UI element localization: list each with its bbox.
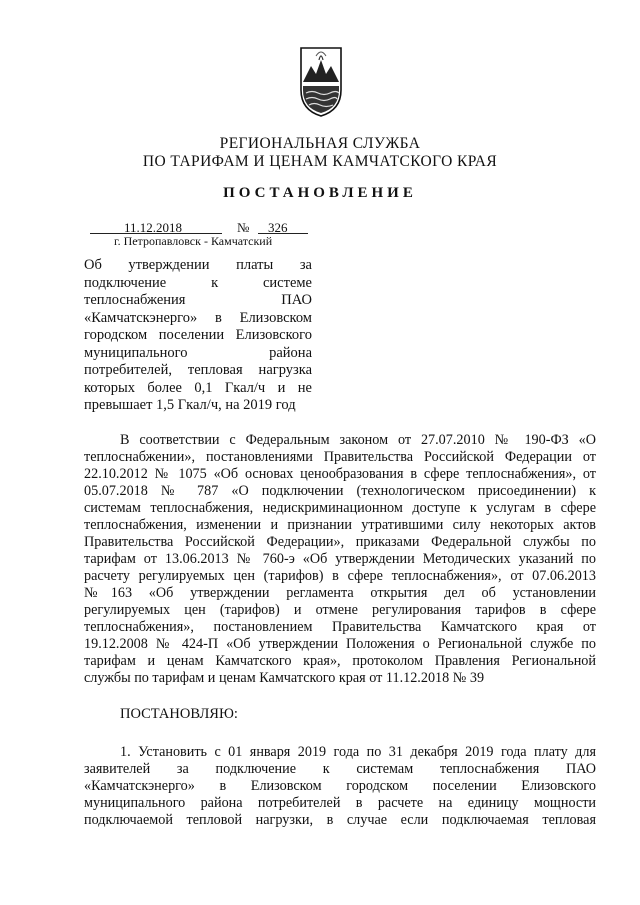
subject-line: муниципального района <box>84 344 312 361</box>
number-sign: № <box>237 220 250 235</box>
paragraph-line: системам теплоснабжения, недискриминационном доступе к услугам в сфере <box>84 500 596 516</box>
paragraph-line: В соответствии с Федеральным законом от 27.07.2010 № 190-ФЗ «О <box>120 432 596 448</box>
paragraph-line: №163 «Об утверждении регламента открытия дел об установлении <box>84 585 596 601</box>
organization-name-line-2: ПО ТАРИФАМ И ЦЕНАМ КАМЧАТСКОГО КРАЯ <box>142 153 498 170</box>
resolve-heading: ПОСТАНОВЛЯЮ: <box>120 706 238 722</box>
date-number-row <box>0 220 640 238</box>
paragraph-line: теплоснабжения», постановлением Правительства Камчатского края от <box>84 619 596 635</box>
paragraph-line: тарифам от 13.06.2013 № 760-э «Об утверждении Методических указаний по <box>84 551 596 567</box>
paragraph-line: муниципального района потребителей в расчете на единицу мощности <box>84 795 596 811</box>
paragraph-line: регулируемых цен (тарифов) и отмене регулирования тарифов в сфере <box>84 602 596 618</box>
paragraph-line: заявителей за подключение к системам теплоснабжения ПАО <box>84 761 596 777</box>
paragraph-line: 1. Установить с 01 января 2019 года по 31 декабря 2019 года плату для <box>120 744 596 760</box>
document-date: 11.12.2018 <box>124 220 183 235</box>
paragraph-line: 05.07.2018 № 787 «О подключении (технологическом присоединении) к <box>84 483 596 499</box>
subject-line: городском поселении Елизовского <box>84 327 312 343</box>
city-name: г. Петропавловск - Камчатский <box>114 234 273 248</box>
paragraph-line: теплоснабжении», постановлениями Правительства Российской Федерации от <box>84 449 596 465</box>
subject-line: Об утверждении платы за <box>84 257 312 273</box>
paragraph-line: подключаемой тепловой нагрузки, в случае если подключаемая тепловая <box>84 812 596 828</box>
kamchatka-coat-of-arms-emblem <box>299 46 343 118</box>
item-1-paragraph <box>84 744 596 829</box>
subject-line: которых более 0,1 Гкал/ч и не <box>84 379 312 396</box>
preamble-paragraph <box>84 432 596 687</box>
organization-name-line-1: РЕГИОНАЛЬНАЯ СЛУЖБА <box>219 135 421 152</box>
paragraph-line: 22.10.2012 № 1075 «Об основах ценообразования в сфере теплоснабжения», от <box>84 466 596 482</box>
paragraph-line: 19.12.2008 № 424-П «Об утверждении Положения о Региональной службе по <box>84 636 596 652</box>
document-number: 326 <box>268 220 288 235</box>
document-subject <box>84 257 312 415</box>
paragraph-line: Правительства Российской Федерации», приказами Федеральной службы по <box>84 534 596 550</box>
subject-line: подключение к системе <box>84 274 312 291</box>
paragraph-line: теплоснабжения, изменении и признании утратившими силу некоторых актов <box>84 517 596 533</box>
subject-line: теплоснабжения ПАО <box>84 292 312 308</box>
subject-line: превышает 1,5 Гкал/ч, на 2019 год <box>84 397 296 413</box>
subject-line: «Камчатскэнерго» в Елизовском <box>84 309 312 326</box>
subject-line: потребителей, тепловая нагрузка <box>84 362 312 378</box>
paragraph-line: тарифам и ценам Камчатского края», протоколом Правления Региональной <box>84 653 596 669</box>
paragraph-line: службы по тарифам и ценам Камчатского края от 11.12.2018 № 39 <box>84 670 485 686</box>
paragraph-line: «Камчатскэнерго» в Елизовском городском поселении Елизовского <box>84 778 596 794</box>
document-type-title: ПОСТАНОВЛЕНИЕ <box>223 185 417 201</box>
paragraph-line: расчету регулируемых цен (тарифов) в сфере теплоснабжения», от 07.06.2013 <box>84 568 596 584</box>
